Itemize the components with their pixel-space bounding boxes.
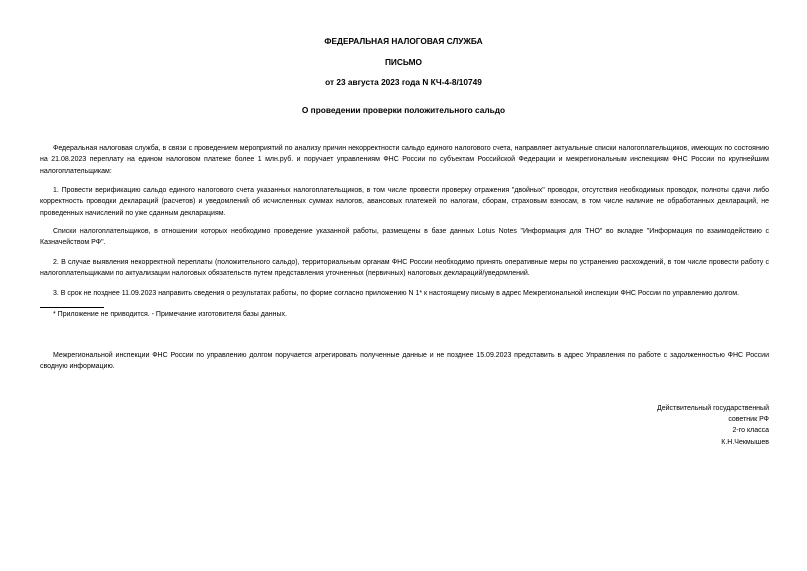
footnote: * Приложение не приводится. - Примечание изготовителя базы данных.: [53, 311, 287, 318]
document-type: ПИСЬМО: [384, 57, 423, 67]
signature-rank-line-1: Действительный государственный: [657, 405, 769, 412]
item-3-paragraph: 3. В срок не позднее 11.09.2023 направить сведения о результатах работы, по форме согласно приложению N 1* к настоящему письму в адрес Межрегиональной инспекции ФНС России по управлению долгом.: [53, 290, 740, 297]
document-date-number: от 23 августа 2023 года N КЧ-4-8/10749: [325, 77, 482, 87]
signature-name: К.Н.Чекмышев: [721, 438, 769, 446]
closing-paragraph: Межрегиональной инспекции ФНС России по управлению долгом поручается агрегировать полученные данные и не позднее 15.09.2023 представить в адрес Управления по работе с задолженностью ФНС России сводную информацию.: [40, 352, 769, 371]
document-subject: О проведении проверки положительного сальдо: [301, 105, 506, 115]
signature-rank-line-3: 2-го класса: [732, 427, 769, 435]
signature-rank-line-2: советник РФ: [728, 416, 769, 424]
item-2-paragraph: 2. В случае выявления некорректной переплаты (положительного сальдо), территориальным органам ФНС России необходимо принять оперативные меры по устранению расхождений, в том числе провести работу с налогоплательщиками по актуализации налоговых обязательств путем представления уточненных (первичных) налоговых деклараций/уведомлений.: [40, 259, 769, 278]
intro-paragraph: Федеральная налоговая служба, в связи с проведением мероприятий по анализу причин некорректности сальдо единого налогового счета, направляет актуальные списки налогоплательщиков, имеющих по состоянию на 21.08.2023 переплату на едином налоговом платеже более 1 млн.руб. и поручает управлениям ФНС России по субъектам Российской Федерации и межрегиональным инспекциям ФНС России по крупнейшим налогоплательщикам:: [40, 145, 769, 175]
signature-block: [569, 403, 769, 448]
footnote-divider: [40, 307, 104, 308]
lists-paragraph: Списки налогоплательщиков, в отношении которых необходимо проведение указанной работы, размещены в базе данных Lotus Notes "Информация для ТНО" во вкладке "Информация по взаимодействию с Казначейством РФ".: [40, 228, 769, 247]
agency-title: ФЕДЕРАЛЬНАЯ НАЛОГОВАЯ СЛУЖБА: [324, 36, 483, 46]
item-1-paragraph: 1. Провести верификацию сальдо единого налогового счета указанных налогоплательщиков, в том числе провести проверку отражения "двойных" проводок, отсутствия необходимых проводок, полноты сдачи либо корректность проводки деклараций (расчетов) и уведомлений об исчисленных суммах налогов, авансовых платежей по налогам, сборам, страховым взносам, в том числе наличие не обработанных деклараций, не проведенных начислений по уже сданным декларациям.: [40, 187, 769, 217]
